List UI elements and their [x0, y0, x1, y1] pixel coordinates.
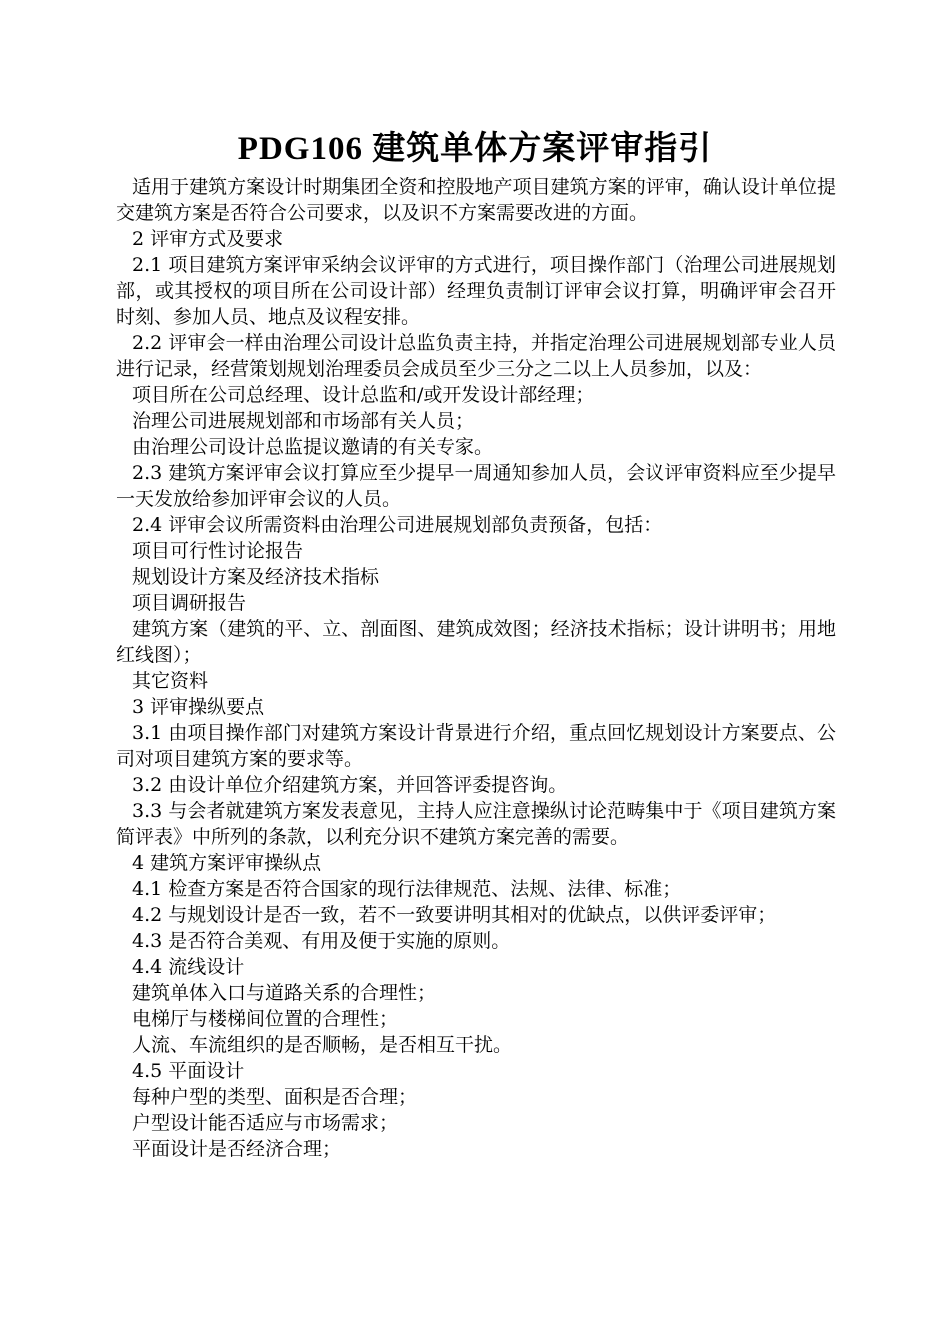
heading-4-5: 4.5 平面设计	[132, 1060, 245, 1082]
paragraph-4-1: 4.1 检查方案是否符合国家的现行法律规范、法规、法律、标准；	[132, 878, 682, 900]
list-item: 规划设计方案及经济技术指标	[132, 566, 380, 588]
list-item: 项目调研报告	[132, 592, 247, 614]
heading-2: 2 评审方式及要求	[132, 228, 284, 250]
paragraph-2-2: 2.2 评审会一样由治理公司设计总监负责主持，并指定治理公司进展规划部专业人员进行记录，经营策划规划治理委员会成员至少三分之二以上人员参加，以及：	[116, 332, 836, 380]
list-item: 电梯厅与楼梯间位置的合理性；	[132, 1008, 399, 1030]
paragraph-4-3: 4.3 是否符合美观、有用及便于实施的原则。	[132, 930, 511, 952]
list-item: 建筑方案（建筑的平、立、剖面图、建筑成效图；经济技术指标；设计讲明书；用地红线图）；	[116, 618, 836, 666]
paragraph-scope: 适用于建筑方案设计时期集团全资和控股地产项目建筑方案的评审，确认设计单位提交建筑方案是否符合公司要求，以及识不方案需要改进的方面。	[116, 176, 836, 224]
list-item: 项目可行性讨论报告	[132, 540, 304, 562]
paragraph-2-3: 2.3 建筑方案评审会议打算应至少提早一周通知参加人员，会议评审资料应至少提早一天发放给参加评审会议的人员。	[116, 462, 836, 510]
paragraph-3-3: 3.3 与会者就建筑方案发表意见，主持人应注意操纵讨论范畴集中于《项目建筑方案简评表》中所列的条款，以利充分识不建筑方案完善的需要。	[116, 800, 836, 848]
heading-4-4: 4.4 流线设计	[132, 956, 245, 978]
list-item: 平面设计是否经济合理；	[132, 1138, 342, 1160]
list-item: 人流、车流组织的是否顺畅，是否相互干扰。	[132, 1034, 513, 1056]
paragraph-3-2: 3.2 由设计单位介绍建筑方案，并回答评委提咨询。	[132, 774, 568, 796]
document-body	[116, 174, 836, 1162]
paragraph-4-2: 4.2 与规划设计是否一致，若不一致要讲明其相对的优缺点，以供评委评审；	[132, 904, 777, 926]
document-title: PDG106 建筑单体方案评审指引	[237, 131, 713, 167]
paragraph-3-1: 3.1 由项目操作部门对建筑方案设计背景进行介绍，重点回忆规划设计方案要点、公司对项目建筑方案的要求等。	[116, 722, 836, 770]
list-item: 项目所在公司总经理、设计总监和/或开发设计部经理；	[132, 384, 595, 406]
list-item: 由治理公司设计总监提议邀请的有关专家。	[132, 436, 494, 458]
paragraph-2-1: 2.1 项目建筑方案评审采纳会议评审的方式进行，项目操作部门（治理公司进展规划部，或其授权的项目所在公司设计部）经理负责制订评审会议打算，明确评审会召开时刻、参加人员、地点及议程安排。	[116, 254, 836, 328]
list-item: 建筑单体入口与道路关系的合理性；	[132, 982, 437, 1004]
list-item: 其它资料	[132, 670, 209, 692]
list-item: 治理公司进展规划部和市场部有关人员；	[132, 410, 475, 432]
paragraph-2-4: 2.4 评审会议所需资料由治理公司进展规划部负责预备，包括：	[132, 514, 663, 536]
list-item: 每种户型的类型、面积是否合理；	[132, 1086, 418, 1108]
list-item: 户型设计能否适应与市场需求；	[132, 1112, 399, 1134]
heading-3: 3 评审操纵要点	[132, 696, 265, 718]
heading-4: 4 建筑方案评审操纵点	[132, 852, 322, 874]
